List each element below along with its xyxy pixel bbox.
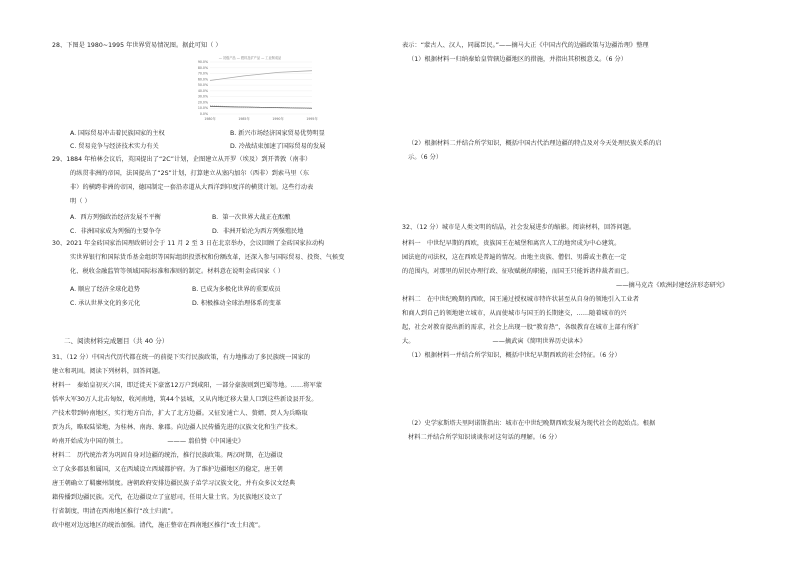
chart-y-tick-label: 70.0%	[197, 71, 208, 76]
q29-option-b[interactable]: B．第一次世界大战正在酝酿	[212, 214, 291, 221]
q32-line-8: 起，社会对教育提出新的需求，社会上出现一股“教育热”，各级教育在城市上部有所扩	[402, 324, 640, 331]
chart-x-axis	[204, 116, 318, 121]
q32-line-5: ——摘马克垚《欧洲封建经济形态研究》	[616, 282, 729, 289]
q30-option-b[interactable]: B. 已成为多极化世界的重要成员	[192, 286, 281, 293]
chart-y-tick-label: 40.0%	[197, 88, 208, 93]
section-heading: 二、阅读材料完成题目（共 40 分）	[64, 337, 169, 345]
q32-line-10: （1）根据材料一并结合所学知识，概括中世纪早期西欧的社会特征。（6 分）	[408, 352, 621, 359]
right-top-line-2: （1）根据材料一归纳秦始皇管辖边疆地区的措施，并指出其积极意义。（6 分）	[408, 56, 627, 63]
chart-y-tick-label: 90.0%	[197, 60, 208, 64]
chart-y-tick-label: 30.0%	[197, 94, 208, 99]
q30-option-d[interactable]: D. 积极推动全球治理体系的变革	[192, 300, 282, 307]
q31-line-8: 材料二 历代统治者为巩固自身对边疆的统治，推行民族政策。两汉时期，在边疆设	[52, 452, 283, 459]
chart-y-tick-label: 20.0%	[197, 100, 208, 105]
q31-2-line-1: （2）根据材料二并结合所学知识，概括中国古代治理边疆的特点及对今天处理民族关系的启	[408, 140, 662, 147]
q32-line-1: 32、（12 分）城市是人类文明的结晶，社会发展进步的缩影。阅读材料，回答问题。	[402, 224, 636, 231]
q31-line-4: 恬率大军30万人北击匈奴，收河南地，筑44个县城，又从内地迁移大量人口到这些新设县开发。	[52, 396, 318, 403]
chart-y-tick-label: 80.0%	[197, 65, 208, 70]
q32-2-line-1: （2）史学家斯塔夫里阿诺斯指出：城市在中世纪晚期西欧发展为现代社会的起始点。根据	[408, 420, 656, 427]
q32-2-line-2: 材料二并结合所学知识谈谈你对这句话的理解。（6 分）	[408, 434, 561, 441]
q28-option-b[interactable]: B. 新兴市场经济国家贸易优势明显	[230, 130, 325, 137]
chart-legend: — 初级产品 — 燃料及矿产品 — 工业制成品	[218, 56, 282, 60]
q29-line-2: 的纵贯非洲的帝国，法国提出了“2S”计划，打算建立从塞内加尔（西非）到索马里（东	[70, 170, 310, 177]
q31-line-3: 材料一 秦始皇初灭六国，即迁徙天下豪富12万户到咸阳，一部分豪族则到巴蜀等地。……将军蒙	[52, 382, 322, 389]
q31-line-9: 立了众多郡县和属国，又在西域设立西域都护府。为了维护边疆地区的稳定，唐王朝	[52, 466, 283, 473]
q29-line-3: 非）的横跨非洲的帝国，德国制定一套沿赤道从大西洋到印度洋的横贯计划。这些行动表	[70, 184, 314, 191]
q29-line-4: 明（ ）	[70, 198, 91, 205]
q31-line-13: 政中枢对边远地区的统治加强。清代，施正整帝在西南地区推行“改土归流”。	[52, 522, 265, 529]
q31-line-5: 产技术带到岭南地区，实行地方自治，扩大了北方边疆。又征发逋亡人、赘婿、贾人为兵略取	[52, 410, 308, 417]
chart-y-tick-label: 50.0%	[197, 83, 208, 88]
q31-line-1: 31、（12 分）中国古代历代都在统一的前提下实行民族政策，有力地推动了多民族统一国家的	[52, 354, 311, 361]
right-top-line-1: 表示：“蒙古人、汉人，同属臣民。”——摘马大正《中国古代的边疆政策与边疆治理》整理	[402, 42, 649, 49]
q30-option-a[interactable]: A. 顺应了经济全球化趋势	[70, 286, 140, 293]
chart-series-line	[210, 71, 312, 81]
q32-line-9: 大。 ——摘武寅《简明世界历史读本》	[402, 338, 587, 345]
q32-line-7: 和商人到自己的领地建立城市，从而使城市与国王的长期建交，……随着城市的兴	[402, 310, 627, 317]
q31-line-12: 行省制度，明清在西南地区推行“改土归流”。	[52, 508, 178, 515]
q29-option-d[interactable]: D．非洲开始沦为西方列强殖民地	[212, 228, 304, 235]
chart-y-tick-label: 60.0%	[197, 77, 208, 82]
chart-y-tick-label: 10.0%	[197, 106, 208, 111]
q32-line-6: 材料二 在中世纪晚期的西欧，国王通过授权城市特许状甚至从自身的领地引入工业者	[402, 296, 640, 303]
q32-line-3: 园法庭的司法权，这在西欧是普遍的情况。由地主贵族、僧侣、男爵或主教在一定	[402, 254, 627, 261]
q31-line-6: 贾为兵，略取陆梁地，为桂林、南海、象郡。向边疆人民传播先进的汉族文化和生产技术。	[52, 424, 302, 431]
chart-x-tick-label: 1985年	[238, 117, 250, 121]
chart-x-tick-label: 1990年	[272, 117, 284, 121]
q31-line-2: 建立和巩固。阅读下列材料，回答问题。	[52, 368, 165, 375]
q31-line-7: 岭南开始成为中国的领土。 ——— 翦伯赞《中国通史》	[52, 438, 245, 445]
q31-line-10: 唐王朝确立了羁縻州制度。唐朝政府安排边疆民族子弟学习汉族文化，并有众多汉文经典	[52, 480, 296, 487]
q28-option-d[interactable]: D. 冷战结束加速了国际贸易的发展	[230, 143, 326, 150]
q28-trade-chart	[188, 54, 316, 124]
q28-option-a[interactable]: A. 国际贸易冲击着民族国家的主权	[70, 130, 165, 137]
q30-line-1: 30、2021 年金砖国家治国理政研讨会于 11 月 2 至 3 日在北京举办，会议回顾了金砖国家拉动构	[52, 240, 325, 247]
q28-stem: 28、下图是 1980~1995 年世界贸易情况图。据此可知（ ）	[52, 42, 222, 49]
q30-option-c[interactable]: C. 承认世界文化的多元化	[70, 300, 141, 307]
q28-option-c[interactable]: C. 贸易竞争与经济技术实力有关	[70, 143, 159, 150]
q29-option-a[interactable]: A．西方列强政治经济发展不平衡	[70, 214, 161, 221]
q31-line-11: 籍传播到边疆民族。元代，在边疆设立了宣慰司，任用大量土官。为民族地区设立了	[52, 494, 283, 501]
q32-line-2: 材料一 中世纪早期的西欧，贵族国王在城堡和离宫人工的地窖成为中心建筑。	[402, 240, 621, 247]
chart-y-tick-label: 0.0%	[199, 112, 208, 116]
chart-x-tick-label: 1980年	[204, 117, 216, 121]
chart-x-tick-label: 1995年	[306, 117, 318, 121]
q29-option-c[interactable]: C．非洲国家成为列强的主要争夺	[70, 228, 161, 235]
q32-line-4: 的范围内，对那里的居民办理行政、征收赋税的职能，而国王只能诉诸仲裁者而已。	[402, 268, 633, 275]
q31-2-line-2: 示。（6 分）	[408, 154, 443, 161]
q30-line-3: 化、税收金融监管等领域国际标准和准则的制定。材料意在说明金砖国家（ ）	[70, 268, 285, 275]
q29-line-1: 29、1884 年柏林会议后，英国提出了“2C”计划，企图建立从开罗（埃及）到开普敦（南非）	[52, 156, 312, 163]
q30-line-2: 实世界银行和国际货币基金组织等国际组织投票权和份额改革，还深入参与国际贸易、投资、气候变	[70, 254, 345, 261]
